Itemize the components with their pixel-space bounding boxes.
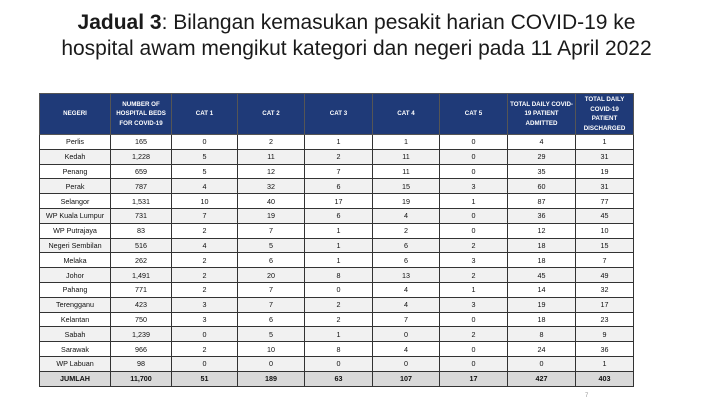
value-cell: 1 <box>304 223 372 238</box>
value-cell: 7 <box>237 297 304 312</box>
header-cell: CAT 3 <box>304 94 372 135</box>
value-cell: 0 <box>440 312 508 327</box>
covid-admissions-table <box>39 93 634 387</box>
value-cell: 2 <box>440 238 508 253</box>
table-row <box>40 179 634 194</box>
value-cell: 4 <box>508 135 576 150</box>
page-number: 7 <box>585 393 589 399</box>
value-cell: 5 <box>237 327 304 342</box>
value-cell: 31 <box>576 149 634 164</box>
value-cell: 0 <box>440 164 508 179</box>
state-cell: Penang <box>40 164 111 179</box>
state-cell: Kedah <box>40 149 111 164</box>
total-cell: JUMLAH <box>40 371 111 386</box>
value-cell: 2 <box>171 268 237 283</box>
total-row <box>40 371 634 386</box>
value-cell: 7 <box>576 253 634 268</box>
header-cell: CAT 4 <box>373 94 440 135</box>
value-cell: 36 <box>576 342 634 357</box>
state-cell: WP Putrajaya <box>40 223 111 238</box>
table-row <box>40 342 634 357</box>
value-cell: 165 <box>111 135 172 150</box>
value-cell: 2 <box>171 253 237 268</box>
table-row <box>40 135 634 150</box>
value-cell: 0 <box>171 356 237 371</box>
value-cell: 2 <box>237 135 304 150</box>
state-cell: Perlis <box>40 135 111 150</box>
value-cell: 35 <box>508 164 576 179</box>
value-cell: 10 <box>171 194 237 209</box>
value-cell: 6 <box>304 179 372 194</box>
value-cell: 19 <box>373 194 440 209</box>
value-cell: 23 <box>576 312 634 327</box>
state-cell: Johor <box>40 268 111 283</box>
value-cell: 60 <box>508 179 576 194</box>
table-row <box>40 282 634 297</box>
value-cell: 18 <box>508 312 576 327</box>
value-cell: 20 <box>237 268 304 283</box>
value-cell: 3 <box>440 297 508 312</box>
value-cell: 0 <box>237 356 304 371</box>
header-cell: NEGERI <box>40 94 111 135</box>
value-cell: 1 <box>576 135 634 150</box>
value-cell: 87 <box>508 194 576 209</box>
total-cell: 427 <box>508 371 576 386</box>
value-cell: 0 <box>440 149 508 164</box>
value-cell: 6 <box>373 238 440 253</box>
value-cell: 3 <box>440 253 508 268</box>
state-cell: Sarawak <box>40 342 111 357</box>
value-cell: 12 <box>508 223 576 238</box>
value-cell: 0 <box>508 356 576 371</box>
value-cell: 0 <box>440 223 508 238</box>
value-cell: 0 <box>440 356 508 371</box>
value-cell: 4 <box>373 342 440 357</box>
total-cell: 11,700 <box>111 371 172 386</box>
value-cell: 5 <box>171 149 237 164</box>
state-cell: WP Kuala Lumpur <box>40 208 111 223</box>
value-cell: 4 <box>373 282 440 297</box>
value-cell: 6 <box>237 312 304 327</box>
total-cell: 107 <box>373 371 440 386</box>
value-cell: 19 <box>508 297 576 312</box>
value-cell: 2 <box>304 297 372 312</box>
state-cell: Negeri Sembilan <box>40 238 111 253</box>
value-cell: 13 <box>373 268 440 283</box>
value-cell: 8 <box>508 327 576 342</box>
table-row <box>40 164 634 179</box>
value-cell: 5 <box>171 164 237 179</box>
header-cell: CAT 2 <box>237 94 304 135</box>
value-cell: 0 <box>440 208 508 223</box>
value-cell: 32 <box>576 282 634 297</box>
value-cell: 18 <box>508 253 576 268</box>
value-cell: 1 <box>304 253 372 268</box>
page-title <box>0 10 713 62</box>
value-cell: 4 <box>171 238 237 253</box>
value-cell: 6 <box>373 253 440 268</box>
value-cell: 15 <box>373 179 440 194</box>
state-cell: WP Labuan <box>40 356 111 371</box>
value-cell: 0 <box>171 327 237 342</box>
value-cell: 1 <box>373 135 440 150</box>
table-row <box>40 208 634 223</box>
state-cell: Melaka <box>40 253 111 268</box>
state-cell: Terengganu <box>40 297 111 312</box>
table-row <box>40 194 634 209</box>
value-cell: 11 <box>373 164 440 179</box>
value-cell: 49 <box>576 268 634 283</box>
value-cell: 2 <box>171 223 237 238</box>
value-cell: 1 <box>576 356 634 371</box>
value-cell: 18 <box>508 238 576 253</box>
value-cell: 14 <box>508 282 576 297</box>
value-cell: 45 <box>508 268 576 283</box>
table-row <box>40 327 634 342</box>
value-cell: 750 <box>111 312 172 327</box>
value-cell: 6 <box>237 253 304 268</box>
value-cell: 19 <box>576 164 634 179</box>
value-cell: 31 <box>576 179 634 194</box>
value-cell: 3 <box>440 179 508 194</box>
value-cell: 731 <box>111 208 172 223</box>
value-cell: 0 <box>440 135 508 150</box>
state-cell: Kelantan <box>40 312 111 327</box>
table-row <box>40 268 634 283</box>
value-cell: 423 <box>111 297 172 312</box>
value-cell: 2 <box>440 268 508 283</box>
value-cell: 9 <box>576 327 634 342</box>
value-cell: 0 <box>373 356 440 371</box>
value-cell: 29 <box>508 149 576 164</box>
value-cell: 0 <box>304 356 372 371</box>
value-cell: 2 <box>171 282 237 297</box>
value-cell: 1 <box>440 194 508 209</box>
value-cell: 5 <box>237 238 304 253</box>
total-cell: 63 <box>304 371 372 386</box>
value-cell: 2 <box>304 312 372 327</box>
title-line-2: hospital awam mengikut kategori dan negeri pada 11 April 2022 <box>61 37 652 60</box>
title-text: : Bilangan kemasukan pesakit harian COVID-19 ke <box>161 11 636 34</box>
value-cell: 40 <box>237 194 304 209</box>
table-row <box>40 149 634 164</box>
value-cell: 98 <box>111 356 172 371</box>
value-cell: 0 <box>373 327 440 342</box>
value-cell: 15 <box>576 238 634 253</box>
value-cell: 7 <box>237 223 304 238</box>
value-cell: 10 <box>237 342 304 357</box>
value-cell: 83 <box>111 223 172 238</box>
value-cell: 19 <box>237 208 304 223</box>
value-cell: 7 <box>373 312 440 327</box>
value-cell: 7 <box>237 282 304 297</box>
value-cell: 7 <box>304 164 372 179</box>
total-cell: 189 <box>237 371 304 386</box>
value-cell: 0 <box>304 282 372 297</box>
header-cell: TOTAL DAILY COVID-19 PATIENT DISCHARGED <box>576 94 634 135</box>
value-cell: 17 <box>576 297 634 312</box>
value-cell: 787 <box>111 179 172 194</box>
value-cell: 1,531 <box>111 194 172 209</box>
table-row <box>40 238 634 253</box>
value-cell: 24 <box>508 342 576 357</box>
value-cell: 3 <box>171 312 237 327</box>
value-cell: 8 <box>304 268 372 283</box>
value-cell: 1 <box>304 238 372 253</box>
value-cell: 77 <box>576 194 634 209</box>
table-row <box>40 312 634 327</box>
value-cell: 1 <box>304 135 372 150</box>
state-cell: Perak <box>40 179 111 194</box>
value-cell: 1,239 <box>111 327 172 342</box>
value-cell: 262 <box>111 253 172 268</box>
value-cell: 6 <box>304 208 372 223</box>
table-row <box>40 356 634 371</box>
value-cell: 2 <box>373 223 440 238</box>
value-cell: 771 <box>111 282 172 297</box>
state-cell: Sabah <box>40 327 111 342</box>
table-body <box>40 135 634 372</box>
total-cell: 403 <box>576 371 634 386</box>
value-cell: 12 <box>237 164 304 179</box>
value-cell: 8 <box>304 342 372 357</box>
value-cell: 7 <box>171 208 237 223</box>
header-cell: TOTAL DAILY COVID-19 PATIENT ADMITTED <box>508 94 576 135</box>
value-cell: 10 <box>576 223 634 238</box>
value-cell: 32 <box>237 179 304 194</box>
value-cell: 1 <box>440 282 508 297</box>
state-cell: Pahang <box>40 282 111 297</box>
title-line-1 <box>0 10 713 36</box>
value-cell: 0 <box>440 342 508 357</box>
value-cell: 659 <box>111 164 172 179</box>
value-cell: 2 <box>171 342 237 357</box>
value-cell: 966 <box>111 342 172 357</box>
value-cell: 1 <box>304 327 372 342</box>
value-cell: 516 <box>111 238 172 253</box>
value-cell: 2 <box>304 149 372 164</box>
header-cell: CAT 1 <box>171 94 237 135</box>
value-cell: 4 <box>373 208 440 223</box>
value-cell: 17 <box>304 194 372 209</box>
value-cell: 4 <box>171 179 237 194</box>
value-cell: 1,491 <box>111 268 172 283</box>
table-row <box>40 253 634 268</box>
value-cell: 36 <box>508 208 576 223</box>
header-cell: CAT 5 <box>440 94 508 135</box>
value-cell: 2 <box>440 327 508 342</box>
value-cell: 1,228 <box>111 149 172 164</box>
value-cell: 3 <box>171 297 237 312</box>
value-cell: 11 <box>237 149 304 164</box>
table-row <box>40 223 634 238</box>
value-cell: 4 <box>373 297 440 312</box>
value-cell: 0 <box>171 135 237 150</box>
header-row <box>40 94 634 135</box>
state-cell: Selangor <box>40 194 111 209</box>
value-cell: 11 <box>373 149 440 164</box>
title-label: Jadual 3 <box>77 11 162 34</box>
value-cell: 45 <box>576 208 634 223</box>
total-cell: 17 <box>440 371 508 386</box>
total-cell: 51 <box>171 371 237 386</box>
header-cell: NUMBER OF HOSPITAL BEDS FOR COVID-19 <box>111 94 172 135</box>
table-row <box>40 297 634 312</box>
